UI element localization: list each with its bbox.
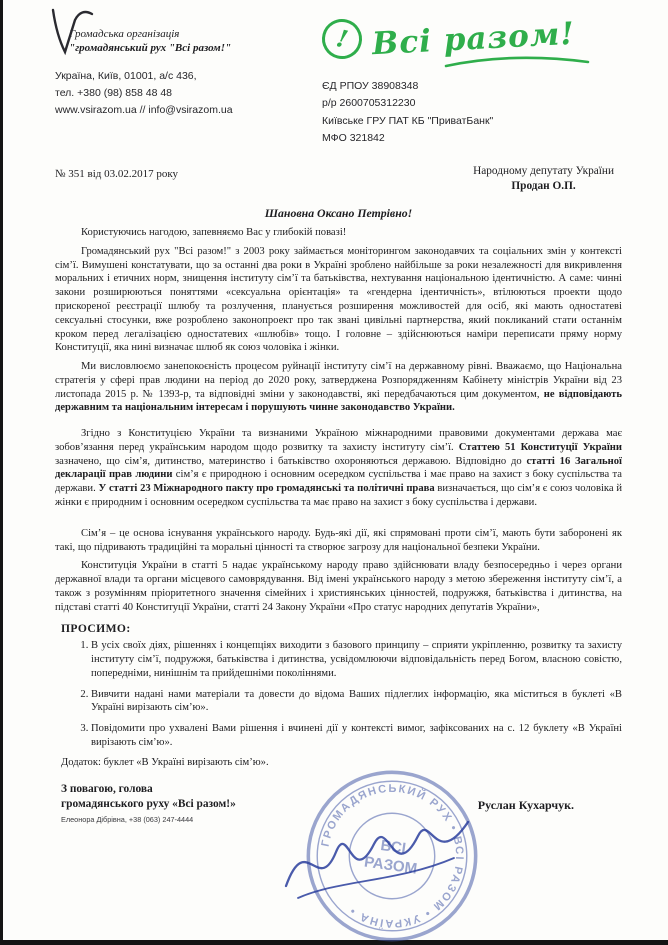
stamp-center-line1: ВСІ [379, 836, 408, 858]
letterhead-left [55, 14, 310, 148]
closing-role-line2: громадянського руху «Всі разом!» [61, 798, 236, 811]
recipient-name: Продан О.П. [511, 179, 576, 192]
org-phone: тел. +380 (98) 858 48 48 [55, 87, 173, 99]
closing-left [55, 782, 236, 825]
bank-account: р/р 2600705312230 [322, 97, 416, 110]
letterhead-right [322, 14, 622, 148]
org-address: Україна, Київ, 01001, а/с 436, [55, 70, 197, 82]
paragraph-context: Громадянський рух "Всі разом!" з 2003 року займається моніторингом законодавчих та соціальних змін у контексті сім’ї. Вимушені констатувати, що за останні два роки в Україні зроблено найбільше за роки незалежності для викривлення моральних і етичних норм, знищення інституту сім’ї та батьківства, нехтування національною ідентичністю. А саме: чинні закони розширюються поняттями «сексуальна орієнтація» та «гендерна ідентичність», втілюються проекти щодо прискореної реєстрації шлюбу та розлучення, планується розширення можливостей для осіб, які мають одностатеві сексуальні стосунки, вже розроблено законопроект про так звані цивільні партнерства, який покликаний стати останнім кроком перед легалізацією одностатевих «шлюбів» тощо. І головне – здійснюються наміри переписати пряму норму Конституції, яка нині визначає шлюб як союз чоловіка і жінки. [55, 245, 622, 354]
logo-circle-icon [318, 15, 366, 63]
request-item-2: 2. Вивчити надані нами матеріали та довести до відома Ваших підлеглих інформацію, яка міститься в буклеті «В Україні вирізають сім’ю». [91, 688, 622, 716]
request-list [55, 639, 622, 749]
handwritten-signature [278, 800, 478, 915]
bank-details [322, 78, 622, 148]
paragraph-greeting: Користуючись нагодою, запевняємо Вас у глибокій повазі! [81, 227, 347, 239]
recipient-title: Народному депутату України [473, 164, 614, 177]
salutation: Шановна Оксано Петрівно! [264, 206, 413, 221]
bank-name: Київське ГРУ ПАТ КБ "ПриватБанк" [322, 114, 494, 127]
bank-edrpou: ЄД РПОУ 38908348 [322, 80, 419, 92]
org-logo [322, 14, 622, 64]
logo-exclamation: ! [333, 23, 351, 54]
paragraph-concern: Ми висловлюємо занепокоєність процесом руйнації інституту сім’ї на державному рівні. Вважаємо, що Національна стратегія у сфері прав людини на період до 2020 року, затверджена Розпорядженням Кабінету міністрів України від 23 листопада 2015 р. № 1393-р, та відповідні зміни у законодавстві, які передбачаються цим документом, не відповідають державним та національним інтересам і порушують чинне законодавство України. [55, 361, 622, 414]
logo-wordmark: Всі разом! [371, 15, 576, 63]
paragraph-constitution: Згідно з Конституцією України та визнаними Україною міжнародними правовими документами держава має зобов’язання перед українським народом щодо розвитку та захисту інституту сім’ї. Статтею 51 Конституції України зазначено, що сім’я, дитинство, материнство і батьківство охороняються державою. Відповідно до статті 16 Загальної декларації прав людини сім’я є природною і основним осередком суспільства і має право на захист з боку суспільства та держави. У статті 23 Міжнародного пакту про громадянські та політичні права визначається, що сім’я є союз чоловіка й жінки є природним і основним осередком суспільства та має право на захист з боку суспільства і держави. [55, 428, 623, 508]
attachment-line: Додаток: буклет «В Україні вирізають сім’ю». [61, 756, 269, 768]
org-website: www.vsirazom.ua // info@vsirazom.ua [55, 104, 233, 116]
logo-underline-swash [442, 56, 592, 70]
closing-contact-note: Елеонора Дібрівна, +38 (063) 247-4444 [61, 815, 194, 825]
org-contacts [55, 68, 310, 119]
letterhead [55, 14, 622, 148]
reference-number: № 351 від 03.02.2017 року [55, 167, 179, 180]
closing-role-line1: З повагою, голова [61, 782, 153, 795]
signer-name: Руслан Кухарчук. [477, 797, 574, 812]
meta-row [55, 164, 622, 195]
stamp-ring-text: ГРОМАДЯНСЬКИЙ РУХ • ВСІ РАЗОМ • УКРАЇНА • [319, 782, 466, 930]
paragraph-family-basis: Сім’я – це основа існування українського народу. Будь-які дії, які спрямовані проти сім’ї, мають бути заборонені як такі, що підривають традиційні та моральні цінності та створює загрозу для національної безпеки України. [55, 527, 622, 553]
pen-checkmark-icon [45, 6, 113, 58]
request-heading: ПРОСИМО: [61, 622, 131, 636]
stamp-center-line2: РАЗОМ [363, 853, 419, 878]
org-label: Громадська організація [69, 28, 180, 40]
recipient-block [473, 164, 614, 195]
paragraph-legal-grounds: Конституція України в статті 5 надає українському народу право здійснювати владу безпосередньо і через органи державної влади та органи місцевого самоврядування. Від імені українського народу з метою збереження інституту сім’ї, а також з розумінням пріоритетного значення сімейних і християнських цінностей, подружжя, батьківства і дитинства, на підставі статті 40 Конституції України, статті 24 Закону України «Про статус народних депутатів України», [55, 560, 622, 613]
request-item-1: 1. В усіх своїх діях, рішеннях і концепціях виходити з базового принципу – сприяти укріпленню, розвитку та захисту інституту сім’ї, подружжя, батьківства і дитинства, усвідомлюючи відповідальність перед Богом, власною совістю, попередніми, нинішнім та прийдешніми поколіннями. [91, 639, 622, 680]
bank-mfo: МФО 321842 [322, 132, 385, 145]
request-item-3: 3. Повідомити про ухвалені Вами рішення і вчинені дії у контексті вимог, зафіксованих на с. 12 буклету «В Україні вирізають сім’ю». [91, 722, 622, 750]
org-name: "громадянський рух "Всі разом!" [69, 42, 232, 54]
